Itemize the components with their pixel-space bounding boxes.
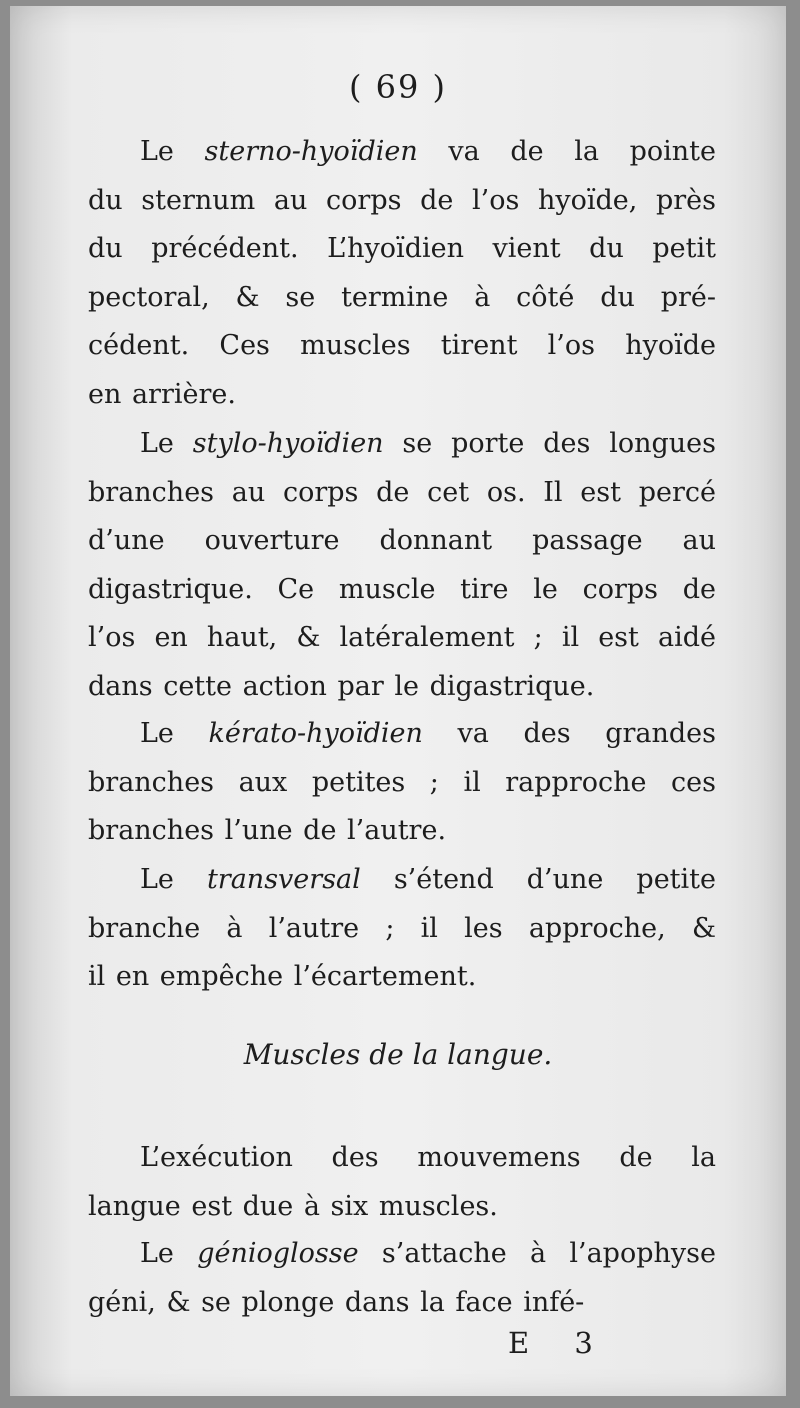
section-title: Muscles de la langue. bbox=[243, 1038, 553, 1071]
signature-mark: E 3 bbox=[508, 1326, 611, 1360]
text-run: langue est due à six muscles. bbox=[88, 1190, 498, 1222]
text-line bbox=[88, 953, 716, 1002]
text-line bbox=[88, 128, 716, 177]
text-run: il en empêche l’écartement. bbox=[88, 961, 477, 992]
text-run: Le bbox=[140, 1238, 198, 1269]
muscle-name: transversal bbox=[206, 864, 361, 895]
text-line bbox=[88, 905, 716, 954]
paragraph-execution bbox=[88, 1134, 716, 1231]
text-line bbox=[88, 759, 716, 808]
text-run: branches aux petites ; il rapproche ces bbox=[88, 766, 716, 798]
text-run: branche à l’autre ; il les approche, & bbox=[88, 912, 716, 944]
text-line bbox=[88, 274, 716, 323]
book-page bbox=[10, 6, 786, 1396]
text-run: l’os en haut, & latéralement ; il est aidé bbox=[88, 622, 716, 653]
text-line bbox=[88, 469, 716, 518]
text-line bbox=[88, 710, 716, 759]
paragraph-kerato-hyoidien bbox=[88, 710, 716, 856]
text-run: L’exécution des mouvemens de la bbox=[140, 1142, 716, 1173]
text-line bbox=[88, 1279, 716, 1328]
text-line bbox=[88, 371, 716, 420]
text-run: Le bbox=[140, 864, 207, 895]
muscle-name: stylo-hyoïdien bbox=[192, 428, 384, 459]
text-run: s’attache à l’apophyse bbox=[358, 1238, 716, 1269]
paragraph-genioglosse bbox=[88, 1230, 716, 1327]
text-line bbox=[88, 177, 716, 226]
text-run: géni, & se plonge dans la face infé- bbox=[88, 1286, 585, 1318]
text-run: dans cette action par le digastrique. bbox=[88, 670, 595, 702]
text-line bbox=[88, 614, 716, 663]
text-line bbox=[88, 1230, 716, 1279]
page-number: ( 69 ) bbox=[348, 68, 448, 106]
muscle-name: kérato-hyoïdien bbox=[208, 718, 423, 749]
text-run: branches l’une de l’autre. bbox=[88, 815, 447, 846]
text-run: Le bbox=[140, 428, 193, 459]
muscle-name: sterno-hyoïdien bbox=[204, 136, 418, 167]
text-run: digastrique. Ce muscle tire le corps de bbox=[88, 573, 716, 605]
text-run: cédent. Ces muscles tirent l’os hyoïde bbox=[88, 330, 716, 361]
text-line bbox=[88, 566, 716, 615]
text-run: du sternum au corps de l’os hyoïde, près bbox=[88, 184, 716, 216]
text-line bbox=[88, 1134, 716, 1183]
text-run: s’étend d’une petite bbox=[360, 864, 716, 895]
text-run: du précédent. L’hyoïdien vient du petit bbox=[88, 233, 716, 264]
text-line bbox=[88, 517, 716, 566]
text-line bbox=[88, 420, 716, 469]
text-run: branches au corps de cet os. Il est percé bbox=[88, 476, 716, 508]
text-run: d’une ouverture donnant passage au bbox=[88, 525, 716, 556]
paragraph-transversal bbox=[88, 856, 716, 1002]
text-line bbox=[88, 225, 716, 274]
paragraph-sterno-hyoidien bbox=[88, 128, 716, 419]
paragraph-stylo-hyoidien bbox=[88, 420, 716, 711]
text-line bbox=[88, 856, 716, 905]
text-run: Le bbox=[140, 718, 209, 749]
text-run: en arrière. bbox=[88, 378, 236, 410]
text-run: va des grandes bbox=[422, 718, 716, 749]
text-run: pectoral, & se termine à côté du pré- bbox=[88, 281, 716, 313]
text-run: Le bbox=[140, 136, 205, 167]
text-line bbox=[88, 322, 716, 371]
text-run: se porte des longues bbox=[383, 428, 716, 459]
text-run: va de la pointe bbox=[417, 136, 716, 167]
muscle-name: génioglosse bbox=[197, 1238, 359, 1269]
text-line bbox=[88, 1183, 716, 1232]
text-line bbox=[88, 663, 716, 712]
text-line bbox=[88, 807, 716, 856]
